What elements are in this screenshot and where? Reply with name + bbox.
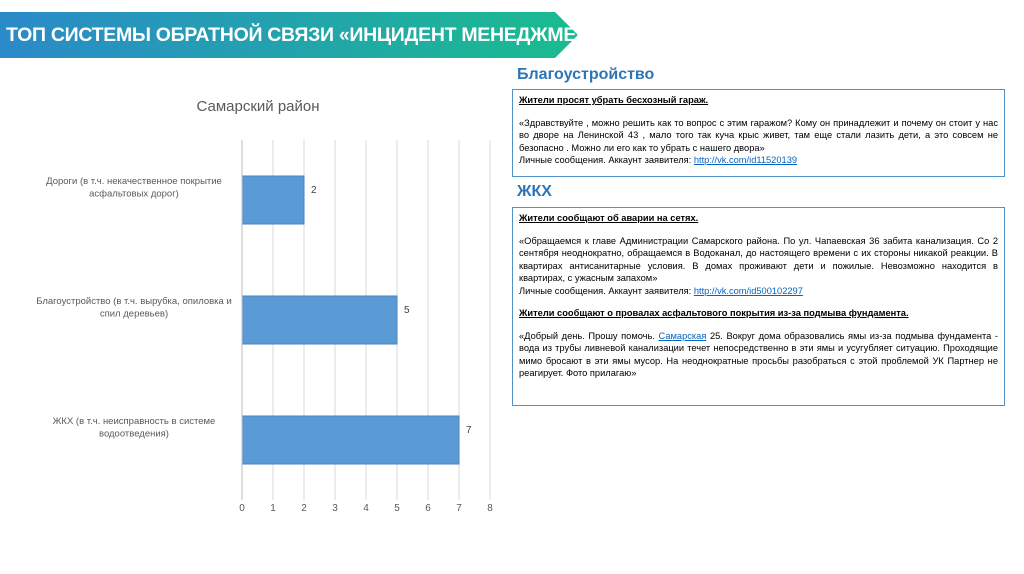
incident-headline: Жители сообщают об аварии на сетях. — [519, 213, 699, 223]
page-title: ТОП СИСТЕМЫ ОБРАТНОЙ СВЯЗИ «ИНЦИДЕНТ МЕНЕДЖМЕНТ» — [6, 24, 612, 46]
quote-text: 25. Вокруг дома образовались ямы из-за подмыва фундамента - вода из трубы ливневой канализации течет непосредственно в эти ямы и усугубляет ситуацию. Проходящие мимо бросают в эти ямы мусор. На неоднократные просьбы разобраться с этой проблемой УК Партнер не реагирует. Фото прилагаю» — [519, 330, 998, 378]
x-tick-label: 5 — [394, 503, 400, 514]
x-tick-label: 4 — [363, 503, 369, 514]
source-link[interactable]: http://vk.com/id500102297 — [693, 285, 803, 296]
quote-text: «Добрый день. Прошу помочь. — [519, 330, 659, 341]
section-heading-zhkh: ЖКХ — [517, 183, 552, 200]
incident-source — [519, 154, 998, 167]
data-label: 5 — [404, 305, 410, 316]
source-link[interactable]: http://vk.com/id11520139 — [693, 155, 798, 165]
incident-source — [519, 285, 998, 298]
incident-quote: «Обращаемся к главе Администрации Самарского района. По ул. Чапаевская 36 забита канализация. Со 2 сентября неоднократно, обращаемся в Водоканал, до настоящего времени с их стороны никакой реакции. В квартирах антисанитарные условия. В домах проживают дети и пожилые. Невозможно находится в квартирах, с ужасным запахом» — [519, 235, 998, 283]
x-tick-label: 1 — [270, 503, 276, 514]
x-tick-label: 8 — [487, 503, 493, 514]
source-label: Личные сообщения. Аккаунт заявителя: — [519, 285, 694, 296]
category-label: асфальтовых дорог) — [89, 188, 179, 200]
category-label: ЖКХ (в т.ч. неисправность в системе — [52, 415, 216, 427]
category-label: Благоустройство (в т.ч. вырубка, опиловка и — [36, 295, 232, 307]
bar — [242, 176, 304, 224]
incident-box-zhkh — [512, 207, 1005, 406]
data-label: 2 — [311, 185, 317, 196]
x-tick-label: 0 — [239, 503, 245, 514]
incident-headline: Жители просят убрать бесхозный гараж. — [519, 95, 709, 105]
incident-box-blagoustroystvo — [512, 89, 1005, 177]
category-label: водоотведения) — [99, 428, 169, 440]
bar — [242, 416, 459, 464]
bar-chart — [0, 80, 505, 530]
incident-headline: Жители сообщают о провалах асфальтового покрытия из-за подмыва фундамента. — [519, 308, 909, 318]
bar — [242, 296, 397, 344]
section-heading-blagoustroystvo: Благоустройство — [517, 66, 655, 83]
chart-bars — [242, 176, 459, 464]
street-link[interactable]: Самарская — [658, 330, 707, 341]
category-label: Дороги (в т.ч. некачественное покрытие — [46, 175, 222, 187]
x-tick-label: 7 — [456, 503, 462, 514]
incident-quote — [519, 330, 998, 380]
data-label: 7 — [466, 425, 472, 436]
chart-title: Самарский район — [196, 98, 320, 115]
x-tick-label: 2 — [301, 503, 307, 514]
x-tick-label: 3 — [332, 503, 338, 514]
category-label: спил деревьев) — [99, 308, 169, 320]
x-tick-label: 6 — [425, 503, 431, 514]
source-label: Личные сообщения. Аккаунт заявителя: — [519, 155, 694, 165]
incident-quote: «Здравствуйте , можно решить как то вопрос с этим гаражом? Кому он принадлежит и почему он стоит у нас во дворе на Ленинской 43 , мало того так куча крыс живет, там еще стали лазить дети, а это совсем не безопасно . Можно ли его как то убрать с нашего двора» — [519, 117, 998, 153]
